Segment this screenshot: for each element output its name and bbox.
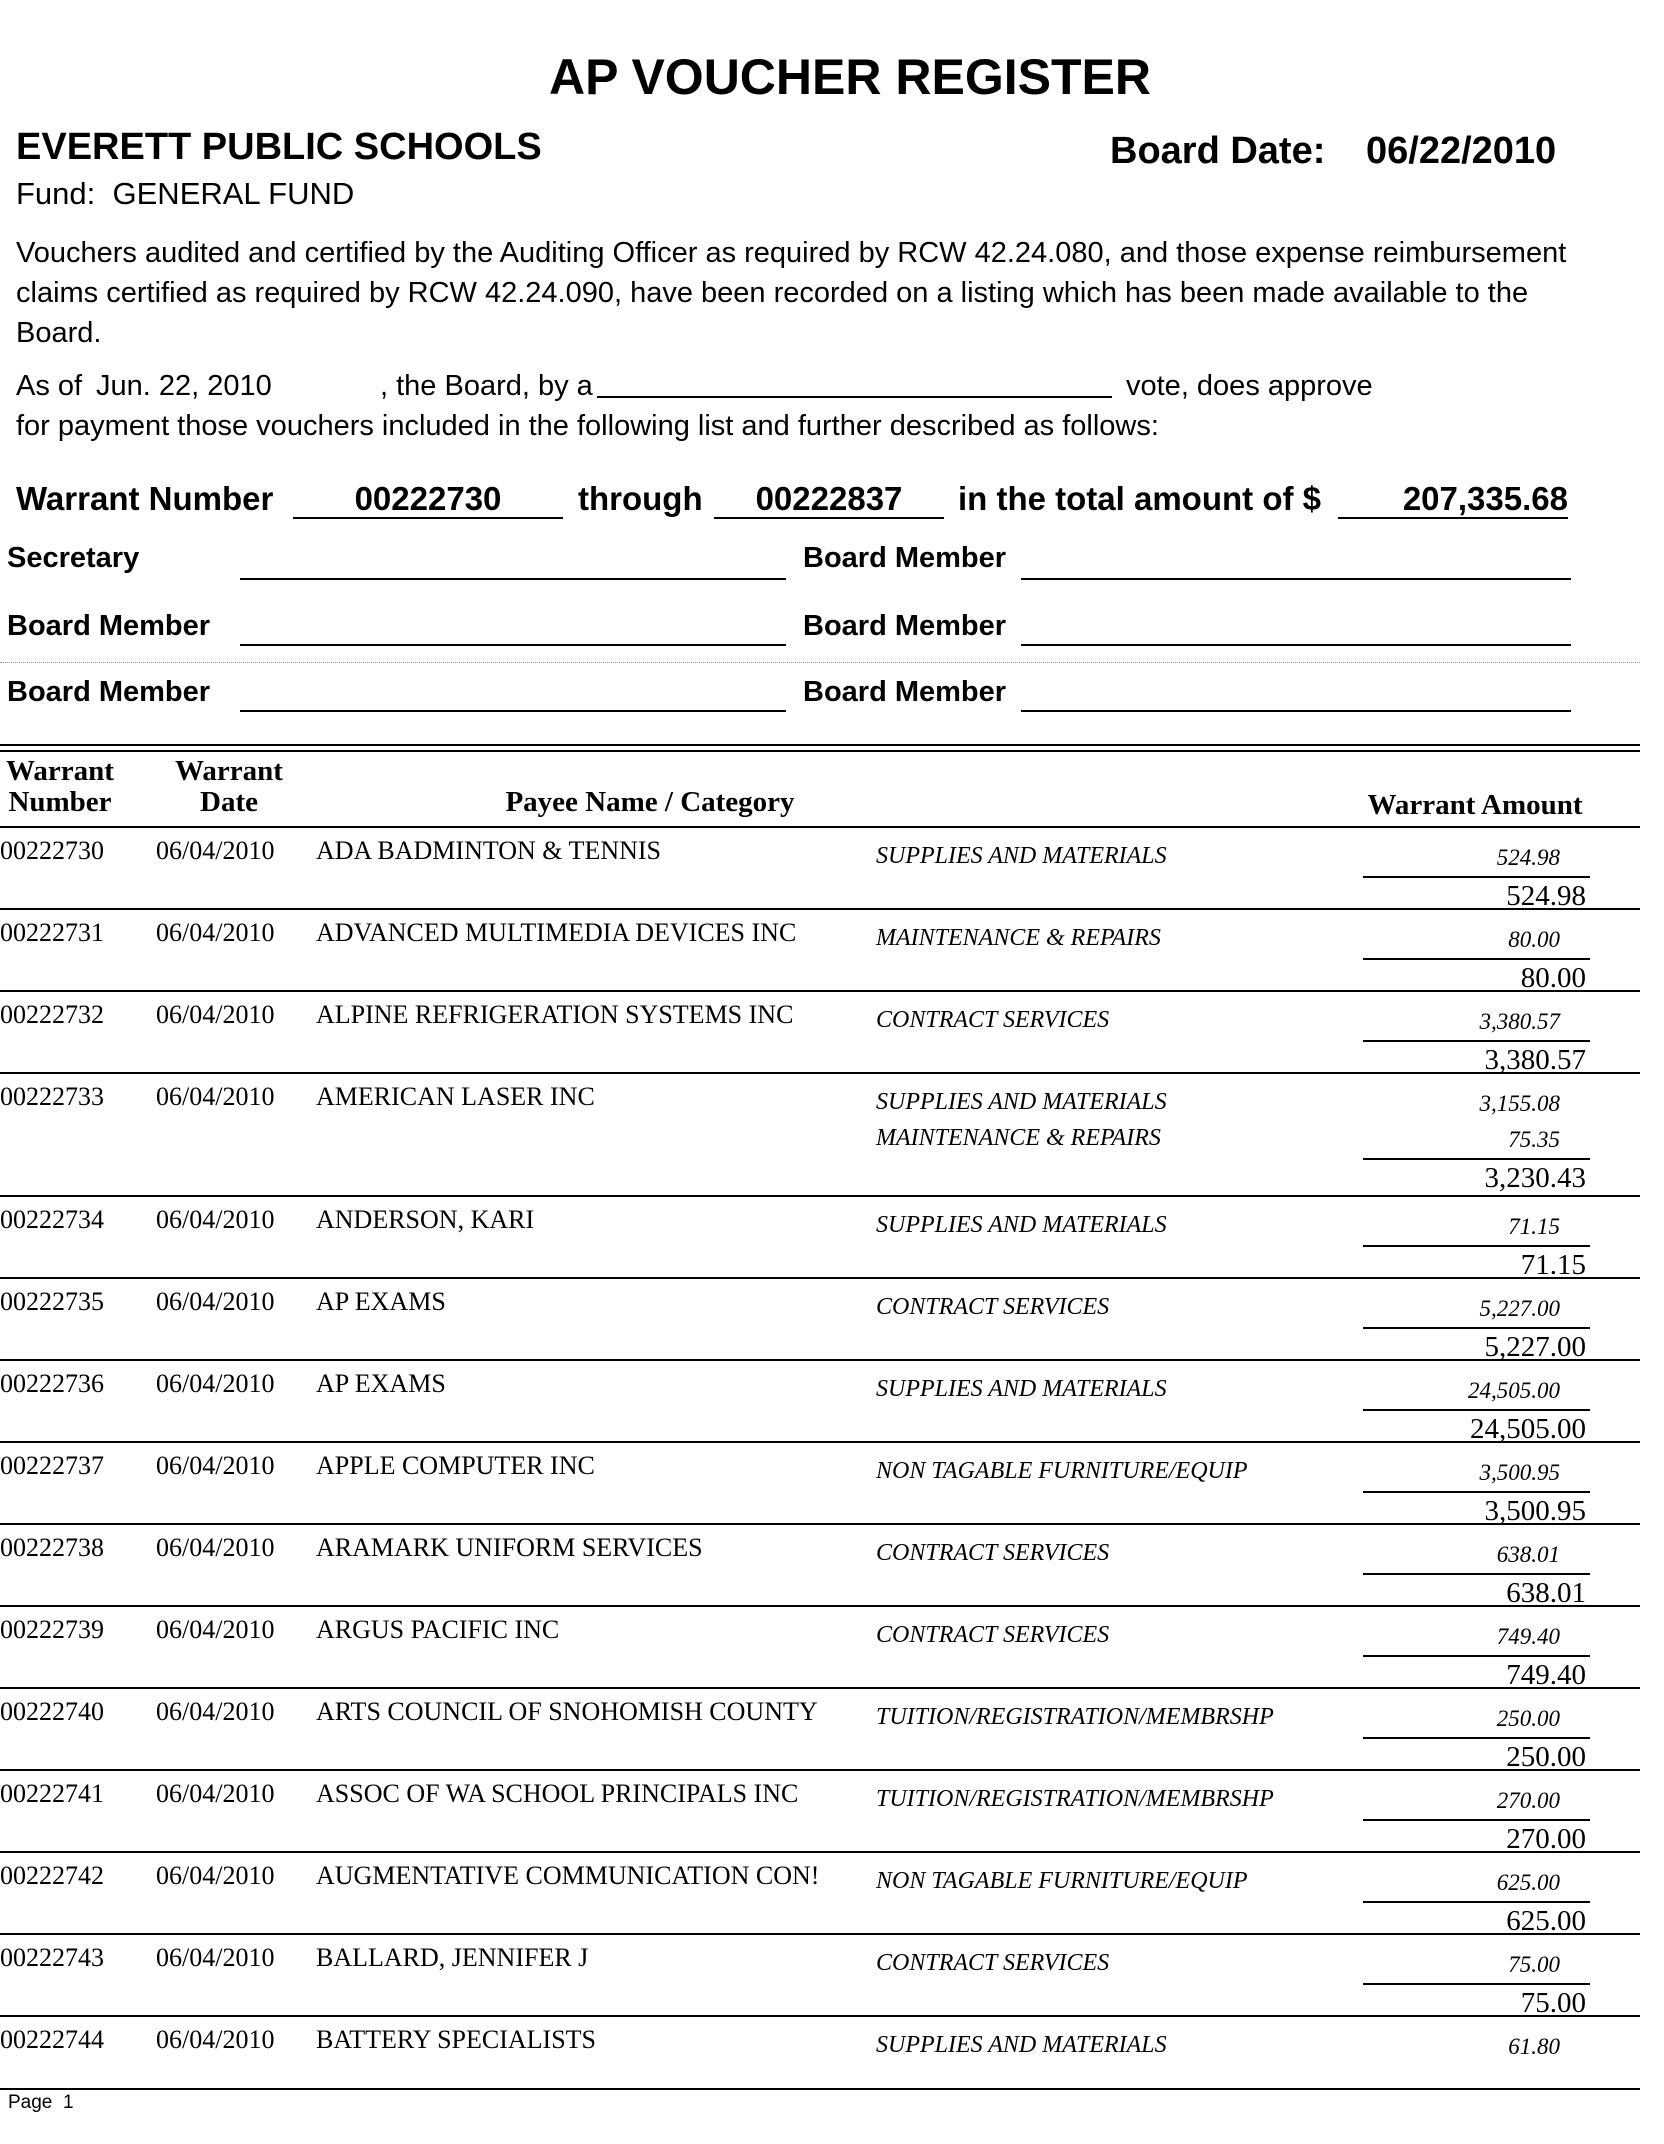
warrant-number: 00222735 xyxy=(0,1287,104,1316)
payee-name: AP EXAMS xyxy=(316,1287,446,1316)
warrant-date: 06/04/2010 xyxy=(156,1615,275,1644)
category-list xyxy=(876,1289,1109,1325)
vote-blank-line xyxy=(597,396,1112,398)
warrant-date: 06/04/2010 xyxy=(156,1697,275,1726)
payee-name: ANDERSON, KARI xyxy=(316,1205,535,1234)
line-amount: 3,380.57 xyxy=(1363,1004,1590,1042)
category: SUPPLIES AND MATERIALS xyxy=(876,1376,1167,1402)
warrant-number: 00222743 xyxy=(0,1943,104,1972)
warrant-start: 00222730 xyxy=(354,480,502,517)
warrant-date: 06/04/2010 xyxy=(156,1943,275,1972)
warrant-date: 06/04/2010 xyxy=(156,1369,275,1398)
table-row xyxy=(0,1687,1640,1771)
table-row xyxy=(0,1441,1640,1525)
warrant-number: 00222738 xyxy=(0,1533,104,1562)
category: CONTRACT SERVICES xyxy=(876,1950,1110,1976)
warrant-date: 06/04/2010 xyxy=(156,836,275,865)
page-number: 1 xyxy=(62,2092,74,2113)
total-amount-label: in the total amount of $ xyxy=(958,480,1321,517)
page-label: Page xyxy=(8,2092,53,2113)
warrant-number: 00222741 xyxy=(0,1779,104,1808)
payee-name: BALLARD, JENNIFER J xyxy=(316,1943,589,1972)
category: TUITION/REGISTRATION/MEMBRSHP xyxy=(876,1786,1274,1812)
category-list xyxy=(876,1863,1248,1899)
category: SUPPLIES AND MATERIALS xyxy=(876,1212,1167,1238)
board-member-signature-line xyxy=(1021,710,1571,712)
warrant-total: 207,335.68 xyxy=(1402,480,1568,517)
category: SUPPLIES AND MATERIALS xyxy=(876,1089,1167,1115)
payee-name: ARAMARK UNIFORM SERVICES xyxy=(316,1533,703,1562)
column-header-warrant-date: Warrant Date xyxy=(175,755,283,818)
category: TUITION/REGISTRATION/MEMBRSHP xyxy=(876,1704,1274,1730)
warrant-amount: 5,227.00 xyxy=(1484,1331,1586,1363)
payee-name: ALPINE REFRIGERATION SYSTEMS INC xyxy=(316,1000,794,1029)
warrant-date: 06/04/2010 xyxy=(156,1533,275,1562)
column-header-amount: Warrant Amount xyxy=(1367,789,1583,821)
category-list xyxy=(876,920,1161,956)
warrant-amount: 75.00 xyxy=(1520,1987,1586,2019)
table-row xyxy=(0,1195,1640,1279)
category-list xyxy=(876,1002,1109,1038)
vote-text: vote, does approve xyxy=(1126,370,1373,402)
warrant-amount: 3,500.95 xyxy=(1484,1495,1586,1527)
warrant-end: 00222837 xyxy=(755,480,903,517)
warrant-date: 06/04/2010 xyxy=(156,2025,275,2054)
secretary-label: Secretary xyxy=(7,542,140,574)
category-list xyxy=(876,1453,1248,1489)
line-amount: 5,227.00 xyxy=(1363,1291,1590,1329)
board-date-value: 06/22/2010 xyxy=(1366,130,1557,172)
amount-list xyxy=(1363,1291,1590,1365)
payee-name: ARTS COUNCIL OF SNOHOMISH COUNTY xyxy=(316,1697,818,1726)
category-list xyxy=(876,1084,1167,1156)
dotted-divider xyxy=(0,662,1640,663)
amount-list xyxy=(1363,840,1590,914)
warrant-amount: 3,380.57 xyxy=(1484,1044,1586,1076)
payee-name: APPLE COMPUTER INC xyxy=(316,1451,595,1480)
category-list xyxy=(876,1535,1109,1571)
page-title: AP VOUCHER REGISTER xyxy=(549,49,1151,105)
line-amount: 24,505.00 xyxy=(1363,1373,1590,1411)
warrant-amount: 749.40 xyxy=(1506,1659,1586,1691)
warrant-number: 00222739 xyxy=(0,1615,104,1644)
warrant-date: 06/04/2010 xyxy=(156,1205,275,1234)
table-top-rule xyxy=(0,750,1640,752)
warrant-amount: 524.98 xyxy=(1506,880,1586,912)
line-amount: 638.01 xyxy=(1363,1537,1590,1575)
line-amount: 625.00 xyxy=(1363,1865,1590,1903)
warrant-number: 00222744 xyxy=(0,2025,104,2054)
amount-list xyxy=(1363,1783,1590,1857)
warrant-number: 00222736 xyxy=(0,1369,104,1398)
warrant-amount: 638.01 xyxy=(1506,1577,1586,1609)
organization-name: EVERETT PUBLIC SCHOOLS xyxy=(16,126,542,168)
category-list xyxy=(876,1945,1109,1981)
warrant-amount: 71.15 xyxy=(1520,1249,1586,1281)
amount-list xyxy=(1363,922,1590,996)
warrant-number: 00222742 xyxy=(0,1861,104,1890)
table-row xyxy=(0,826,1640,910)
warrant-number: 00222737 xyxy=(0,1451,104,1480)
warrant-number-label: Warrant Number xyxy=(16,480,274,517)
category: MAINTENANCE & REPAIRS xyxy=(876,1125,1161,1151)
line-amount: 61.80 xyxy=(1508,2034,1560,2059)
warrant-amount: 24,505.00 xyxy=(1470,1413,1586,1445)
line-amount: 71.15 xyxy=(1363,1209,1590,1247)
table-row xyxy=(0,1933,1640,2017)
amount-list xyxy=(1363,1537,1590,1611)
line-amount: 250.00 xyxy=(1363,1701,1590,1739)
line-amount: 270.00 xyxy=(1363,1783,1590,1821)
page-footer xyxy=(8,2092,74,2114)
table-row xyxy=(0,1605,1640,1689)
warrant-end-line xyxy=(714,517,944,519)
payee-name: ASSOC OF WA SCHOOL PRINCIPALS INC xyxy=(316,1779,799,1808)
fund-value: GENERAL FUND xyxy=(112,176,355,211)
board-member-signature-line xyxy=(240,644,786,646)
warrant-date: 06/04/2010 xyxy=(156,1861,275,1890)
warrant-number: 00222733 xyxy=(0,1082,104,1111)
amount-list xyxy=(1363,1373,1590,1447)
warrant-number: 00222731 xyxy=(0,918,104,947)
payee-name: BATTERY SPECIALISTS xyxy=(316,2025,597,2054)
warrant-date: 06/04/2010 xyxy=(156,1451,275,1480)
amount-list xyxy=(1363,1455,1590,1529)
table-bottom-rule xyxy=(0,2088,1640,2090)
secretary-signature-line xyxy=(240,578,786,580)
board-member-signature-line xyxy=(1021,644,1571,646)
category: SUPPLIES AND MATERIALS xyxy=(876,843,1167,869)
table-row xyxy=(0,1072,1640,1197)
payee-name: AUGMENTATIVE COMMUNICATION CON! xyxy=(316,1861,820,1890)
intro-paragraph: Vouchers audited and certified by the Auditing Officer as required by RCW 42.24.080, and those expense reimbursement claims certified as required by RCW 42.24.090, have been recorded on a listing which has been made available to the Board. xyxy=(16,237,1567,349)
amount-list xyxy=(1363,1086,1590,1196)
category-list xyxy=(876,1207,1167,1243)
board-member-label: Board Member xyxy=(7,610,211,642)
table-row xyxy=(0,1769,1640,1853)
board-date-label: Board Date: xyxy=(1110,130,1326,172)
warrant-amount: 270.00 xyxy=(1506,1823,1586,1855)
warrant-date: 06/04/2010 xyxy=(156,1082,275,1111)
table-row xyxy=(0,908,1640,992)
category-list xyxy=(876,2027,1167,2063)
amount-list xyxy=(1363,1004,1590,1078)
table-row xyxy=(0,1277,1640,1361)
category: CONTRACT SERVICES xyxy=(876,1294,1110,1320)
category: CONTRACT SERVICES xyxy=(876,1007,1110,1033)
board-member-label: Board Member xyxy=(803,610,1007,642)
warrant-number: 00222732 xyxy=(0,1000,104,1029)
category: MAINTENANCE & REPAIRS xyxy=(876,925,1161,951)
warrant-number: 00222730 xyxy=(0,836,104,865)
table-row xyxy=(0,990,1640,1074)
category-list xyxy=(876,1617,1109,1653)
line-amount: 75.00 xyxy=(1363,1947,1590,1985)
board-member-label: Board Member xyxy=(7,676,211,708)
line-amount: 80.00 xyxy=(1363,922,1590,960)
payee-name: ADA BADMINTON & TENNIS xyxy=(316,836,661,865)
category-list xyxy=(876,1371,1167,1407)
warrant-date: 06/04/2010 xyxy=(156,918,275,947)
fund-line xyxy=(16,176,354,212)
amount-list xyxy=(1363,1865,1590,1939)
amount-list xyxy=(1363,1947,1590,2021)
table-row xyxy=(0,1359,1640,1443)
warrant-amount: 80.00 xyxy=(1520,962,1586,994)
board-member-signature-line xyxy=(1021,578,1571,580)
table-row xyxy=(0,1523,1640,1607)
warrant-amount: 250.00 xyxy=(1506,1741,1586,1773)
warrant-date: 06/04/2010 xyxy=(156,1000,275,1029)
board-member-signature-line xyxy=(240,710,786,712)
warrant-amount: 3,230.43 xyxy=(1484,1162,1586,1194)
table-row xyxy=(0,1851,1640,1935)
through-label: through xyxy=(578,480,703,517)
payee-name: ARGUS PACIFIC INC xyxy=(316,1615,560,1644)
category-list xyxy=(876,1699,1274,1735)
payee-name: ADVANCED MULTIMEDIA DEVICES INC xyxy=(316,918,797,947)
payee-name: AMERICAN LASER INC xyxy=(316,1082,595,1111)
warrant-number: 00222734 xyxy=(0,1205,104,1234)
as-of-date: Jun. 22, 2010 xyxy=(96,370,272,402)
table-top-rule xyxy=(0,744,1640,746)
category-list xyxy=(876,838,1167,874)
fund-label: Fund: xyxy=(16,176,96,211)
amount-list xyxy=(1363,2029,1590,2065)
board-by-text: , the Board, by a xyxy=(380,370,593,402)
as-of-label: As of xyxy=(16,370,83,402)
category: NON TAGABLE FURNITURE/EQUIP xyxy=(876,1458,1248,1484)
amount-list xyxy=(1363,1701,1590,1775)
category-list xyxy=(876,1781,1274,1817)
board-member-label: Board Member xyxy=(803,676,1007,708)
board-member-label: Board Member xyxy=(803,542,1007,574)
category: CONTRACT SERVICES xyxy=(876,1622,1110,1648)
line-amount: 3,155.08 xyxy=(1479,1091,1560,1116)
category: CONTRACT SERVICES xyxy=(876,1540,1110,1566)
column-header-payee: Payee Name / Category xyxy=(505,786,795,818)
category: NON TAGABLE FURNITURE/EQUIP xyxy=(876,1868,1248,1894)
line-amount: 749.40 xyxy=(1363,1619,1590,1657)
warrant-amount: 625.00 xyxy=(1506,1905,1586,1937)
category: SUPPLIES AND MATERIALS xyxy=(876,2032,1167,2058)
warrant-start-line xyxy=(293,517,563,519)
column-header-warrant-number: Warrant Number xyxy=(6,755,114,818)
line-amount: 524.98 xyxy=(1363,840,1590,878)
amount-list xyxy=(1363,1209,1590,1283)
warrant-date: 06/04/2010 xyxy=(156,1779,275,1808)
warrant-date: 06/04/2010 xyxy=(156,1287,275,1316)
warrant-total-line xyxy=(1338,517,1568,519)
payment-text: for payment those vouchers included in the following list and further described as follows: xyxy=(16,410,1159,442)
payee-name: AP EXAMS xyxy=(316,1369,446,1398)
line-amount: 75.35 xyxy=(1363,1122,1590,1160)
line-amount: 3,500.95 xyxy=(1363,1455,1590,1493)
warrant-number: 00222740 xyxy=(0,1697,104,1726)
amount-list xyxy=(1363,1619,1590,1693)
table-row xyxy=(0,2015,1640,2090)
